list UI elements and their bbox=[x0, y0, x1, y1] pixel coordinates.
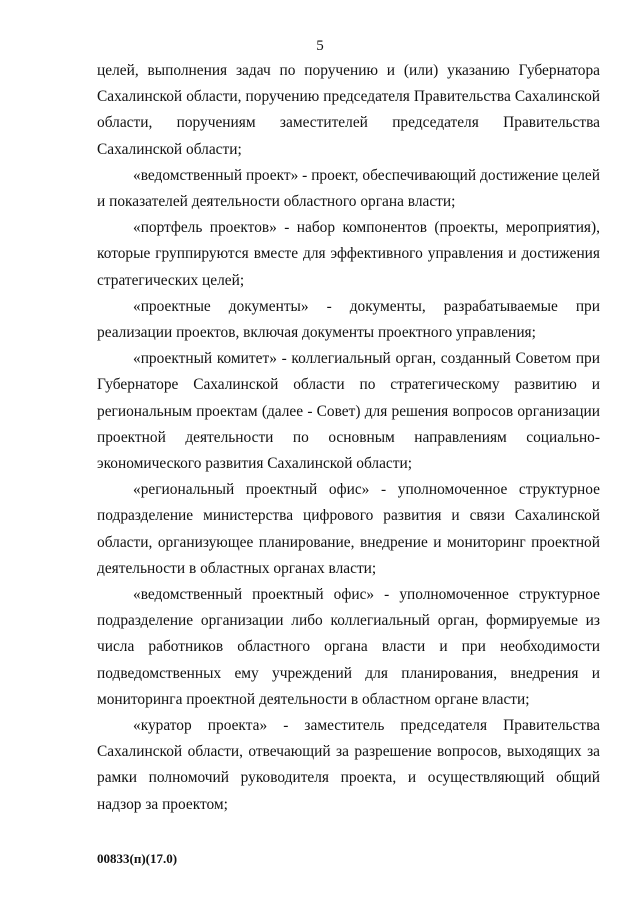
paragraph-project-documents: «проектные документы» - документы, разрабатываемые при реализации проектов, включая документы проектного управления; bbox=[97, 297, 600, 342]
document-code: 00833(п)(17.0) bbox=[97, 851, 178, 866]
page-number: 5 bbox=[316, 38, 324, 54]
document-body bbox=[97, 58, 600, 818]
paragraph-departmental-project-office: «ведомственный проектный офис» - уполномоченное структурное подразделение организации либо коллегиальный орган, формируемые из числа работников областного органа власти и при необходимости подведомственных ему учреждений для планирования, внедрения и мониторинга проектной деятельности в областном органе власти; bbox=[97, 586, 600, 708]
paragraph-project-curator: «куратор проекта» - заместитель председателя Правительства Сахалинской области, отвечающий за разрешение вопросов, выходящих за рамки полномочий руководителя проекта, и осуществляющий общий надзор за проектом; bbox=[97, 717, 600, 813]
paragraph-goals-continuation: целей, выполнения задач по поручению и (или) указанию Губернатора Сахалинской области, поручению председателя Правительства Сахалинской области, поручениям заместителей председателя Правительства Сахалинской области; bbox=[97, 62, 600, 158]
paragraph-regional-project-office: «региональный проектный офис» - уполномоченное структурное подразделение министерства цифрового развития и связи Сахалинской области, организующее планирование, внедрение и мониторинг проектной деятельности в областных органах власти; bbox=[97, 481, 600, 577]
paragraph-project-portfolio: «портфель проектов» - набор компонентов (проекты, мероприятия), которые группируются вместе для эффективного управления и достижения стратегических целей; bbox=[97, 219, 600, 289]
paragraph-project-committee: «проектный комитет» - коллегиальный орган, созданный Советом при Губернаторе Сахалинской области по стратегическому развитию и региональным проектам (далее - Совет) для решения вопросов организации проектной деятельности по основным направлениям социально-экономического развития Сахалинской области; bbox=[97, 350, 600, 473]
paragraph-departmental-project: «ведомственный проект» - проект, обеспечивающий достижение целей и показателей деятельности областного органа власти; bbox=[97, 166, 600, 211]
